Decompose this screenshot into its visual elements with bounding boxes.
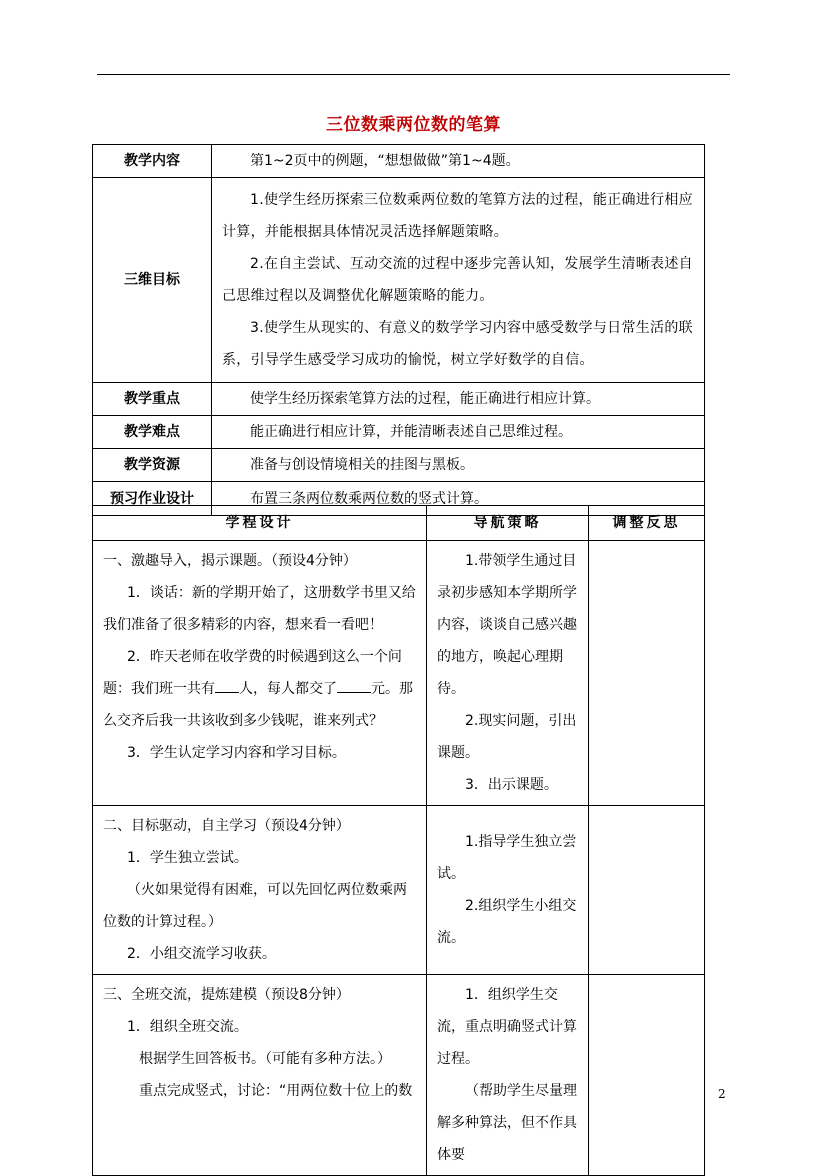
- study-step: 1．组织全班交流。: [127, 1019, 248, 1035]
- nav-step: 3．出示课题。: [465, 777, 558, 793]
- row-label: 三维目标: [93, 178, 212, 383]
- navigation-cell: [427, 541, 589, 806]
- teaching-resources: 准备与创设情境相关的挂图与黑板。: [212, 449, 705, 482]
- reflection-cell: [589, 541, 705, 806]
- study-step: 2．小组交流学习收获。: [127, 946, 276, 962]
- study-step: 2．昨天老师在收学费的时候遇到这么一个问题：我们班一共有 人，每人都交了 元。那么交齐后我一共该收到多少钱呢，谁来列式？: [103, 649, 413, 729]
- reflection-cell: [589, 806, 705, 975]
- teaching-difficulty: 能正确进行相应计算，并能清晰表述自己思维过程。: [212, 416, 705, 449]
- blank-line: [337, 692, 371, 693]
- navigation-cell: [427, 806, 589, 975]
- table-row: [93, 449, 705, 482]
- table-row: [93, 416, 705, 449]
- reflection-cell: [589, 975, 705, 1176]
- row-label: 预习作业设计: [93, 482, 212, 516]
- study-step: 重点完成竖式，讨论：“用两位数十位上的数: [139, 1083, 413, 1099]
- header-rule: [97, 74, 730, 75]
- section-heading: 一、激趣导入，揭示课题。（预设4分钟）: [103, 553, 357, 569]
- table-row: [93, 975, 705, 1176]
- row-label: 教学重点: [93, 383, 212, 416]
- study-step: 3．学生认定学习内容和学习目标。: [127, 745, 346, 761]
- header-row: [93, 506, 705, 541]
- blank-line: [215, 692, 239, 693]
- study-step: 1．学生独立尝试。: [127, 850, 248, 866]
- nav-step: （帮助学生尽量理解多种算法，但不作具体要: [437, 1083, 577, 1163]
- table-row: [93, 145, 705, 178]
- table-row: [93, 541, 705, 806]
- nav-step: 1．组织学生交流，重点明确竖式计算过程。: [437, 987, 577, 1067]
- study-step: 1．谈话：新的学期开始了，这册数学书里又给我们准备了很多精彩的内容，想来看一看吧！: [103, 585, 416, 633]
- teaching-content: 第1~2页中的例题，“想想做做”第1~4题。: [212, 145, 705, 178]
- document-title: 三位数乘两位数的笔算: [326, 115, 501, 135]
- study-step: （火如果觉得有困难，可以先回忆两位数乘两位数的计算过程。）: [103, 882, 407, 930]
- study-step: 根据学生回答板书。（可能有多种方法。）: [139, 1051, 391, 1067]
- table-row: [93, 178, 705, 383]
- column-header-navigation: 导航策略: [427, 506, 589, 541]
- column-header-reflection: 调整反思: [589, 506, 705, 541]
- nav-step: 1.指导学生独立尝试。: [437, 834, 577, 882]
- study-cell: [93, 975, 427, 1176]
- goal-paragraph: 1.使学生经历探索三位数乘两位数的笔算方法的过程，能正确进行相应计算，并能根据具体情况灵活选择解题策略。: [222, 192, 693, 240]
- nav-step: 2.现实问题，引出课题。: [437, 713, 577, 761]
- table-row: [93, 806, 705, 975]
- study-cell: [93, 541, 427, 806]
- page-number: 2: [718, 1087, 726, 1101]
- nav-step: 1.带领学生通过目录初步感知本学期所学内容，谈谈自己感兴趣的地方，唤起心理期待。: [437, 553, 577, 697]
- section-heading: 三、全班交流，提炼建模（预设8分钟）: [103, 987, 350, 1003]
- navigation-cell: [427, 975, 589, 1176]
- lesson-plan-table: [92, 505, 705, 1176]
- goal-paragraph: 2.在自主尝试、互动交流的过程中逐步完善认知，发展学生清晰表述自己思维过程以及调整优化解题策略的能力。: [222, 256, 693, 304]
- study-cell: [93, 806, 427, 975]
- section-heading: 二、目标驱动，自主学习（预设4分钟）: [103, 818, 350, 834]
- column-header-study: 学程设计: [93, 506, 427, 541]
- preview-homework: 布置三条两位数乘两位数的竖式计算。: [212, 482, 705, 516]
- three-dimensional-goals: [212, 178, 705, 383]
- row-label: 教学难点: [93, 416, 212, 449]
- teaching-focus: 使学生经历探索笔算方法的过程，能正确进行相应计算。: [212, 383, 705, 416]
- nav-step: 2.组织学生小组交流。: [437, 898, 577, 946]
- row-label: 教学资源: [93, 449, 212, 482]
- lesson-info-table: [92, 144, 705, 516]
- goal-paragraph: 3.使学生从现实的、有意义的数学学习内容中感受数学与日常生活的联系，引导学生感受学习成功的愉悦，树立学好数学的自信。: [222, 320, 693, 368]
- table-row: [93, 383, 705, 416]
- row-label: 教学内容: [93, 145, 212, 178]
